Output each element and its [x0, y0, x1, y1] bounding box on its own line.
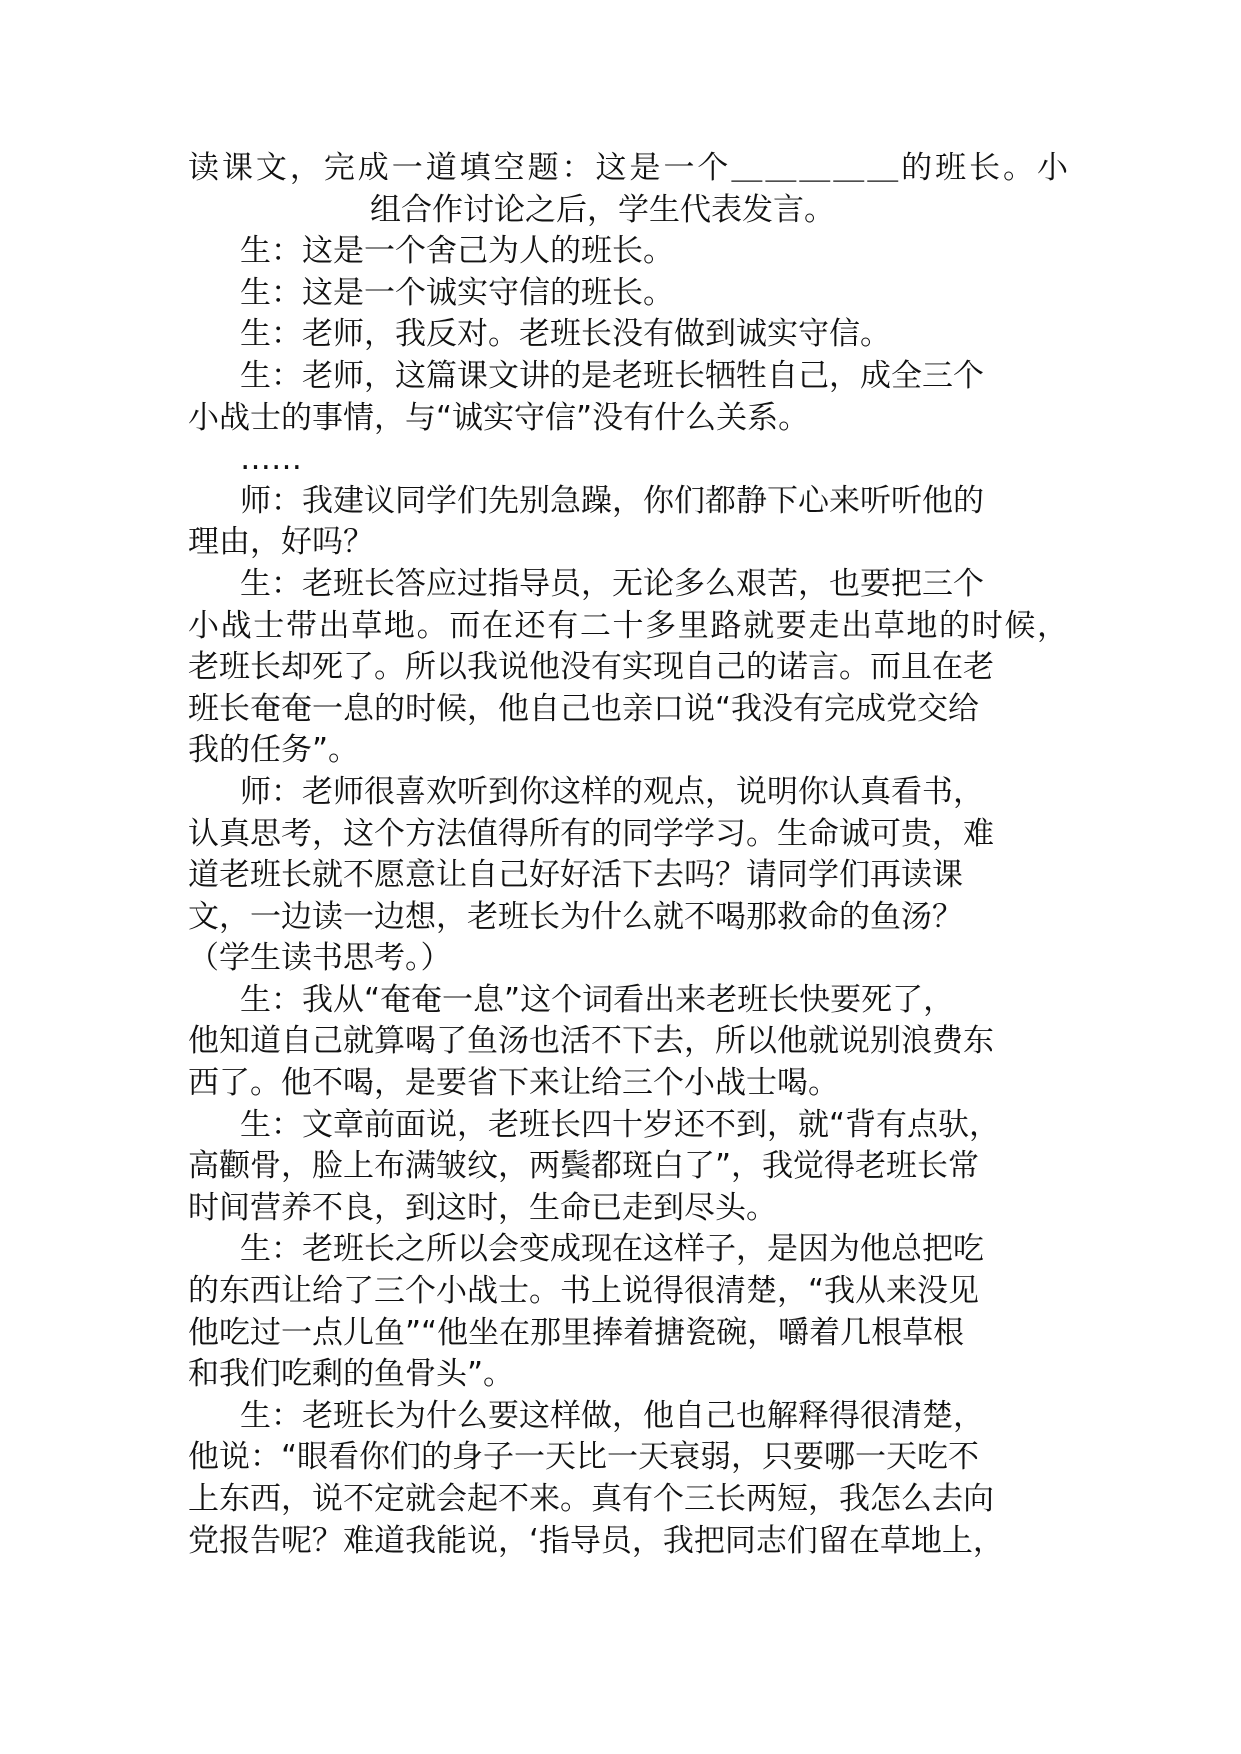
text-line: 道老班长就不愿意让自己好好活下去吗？请同学们再读课: [188, 857, 963, 894]
text-line: 生：我从“奄奄一息”这个词看出来老班长快要死了，: [240, 981, 955, 1018]
text-line: 他吃过一点儿鱼”“他坐在那里捧着搪瓷碗，嚼着几根草根: [188, 1314, 965, 1351]
text-line: 老班长却死了。所以我说他没有实现自己的诺言。而且在老: [188, 649, 994, 686]
text-line: ……: [240, 441, 302, 478]
text-line: 组合作讨论之后，学生代表发言。: [370, 191, 835, 228]
text-line: 小战士带出草地。而在还有二十多里路就要走出草地的时候，: [188, 607, 1068, 644]
text-line: 我的任务”。: [188, 732, 360, 769]
text-line: 上东西，说不定就会起不来。真有个三长两短，我怎么去向: [188, 1481, 994, 1517]
text-line: 生：老班长之所以会变成现在这样子，是因为他总把吃: [240, 1231, 984, 1268]
text-line: 生：老班长答应过指导员，无论多么艰苦，也要把三个: [240, 565, 984, 602]
text-line: （学生读书思考。）: [188, 940, 452, 977]
text-line: 生：老师，这篇课文讲的是老班长牺牲自己，成全三个: [240, 357, 984, 394]
text-line: 认真思考，这个方法值得所有的同学学习。生命诚可贵，难: [188, 815, 994, 852]
text-line: 读课文，完成一道填空题：这是一个＿＿＿＿＿的班长。小: [188, 150, 1068, 186]
text-line: 高颧骨，脸上布满皱纹，两鬓都斑白了”，我觉得老班长常: [188, 1148, 980, 1185]
body-text: [188, 148, 1068, 1562]
text-line: 小战士的事情，与“诚实守信”没有什么关系。: [188, 399, 810, 436]
text-line: 生：这是一个诚实守信的班长。: [240, 274, 674, 311]
text-line: 师：老师很喜欢听到你这样的观点，说明你认真看书，: [240, 773, 984, 810]
text-line: 党报告呢？难道我能说，‘指导员，我把同志们留在草地上，: [188, 1522, 1004, 1559]
text-line: 他知道自己就算喝了鱼汤也活不下去，所以他就说别浪费东: [188, 1023, 994, 1060]
text-line: 生：老师，我反对。老班长没有做到诚实守信。: [240, 316, 891, 353]
text-line: 西了。他不喝，是要省下来让给三个小战士喝。: [188, 1065, 839, 1102]
text-line: 生：老班长为什么要这样做，他自己也解释得很清楚，: [240, 1397, 984, 1434]
text-line: 的东西让给了三个小战士。书上说得很清楚，“我从来没见: [188, 1273, 980, 1310]
text-line: 师：我建议同学们先别急躁，你们都静下心来听听他的: [240, 482, 984, 519]
text-line: 生：这是一个舍己为人的班长。: [240, 233, 674, 270]
text-line: 生：文章前面说，老班长四十岁还不到，就“背有点驮，: [240, 1106, 1001, 1143]
text-line: 他说：“眼看你们的身子一天比一天衰弱，只要哪一天吃不: [188, 1439, 980, 1476]
text-line: 和我们吃剩的鱼骨头”。: [188, 1356, 515, 1393]
text-line: 文，一边读一边想，老班长为什么就不喝那救命的鱼汤？: [188, 898, 963, 935]
text-line: 理由，好吗？: [188, 524, 374, 561]
text-line: 班长奄奄一息的时候，他自己也亲口说“我没有完成党交给: [188, 690, 980, 727]
text-line: 时间营养不良，到这时，生命已走到尽头。: [188, 1189, 777, 1226]
